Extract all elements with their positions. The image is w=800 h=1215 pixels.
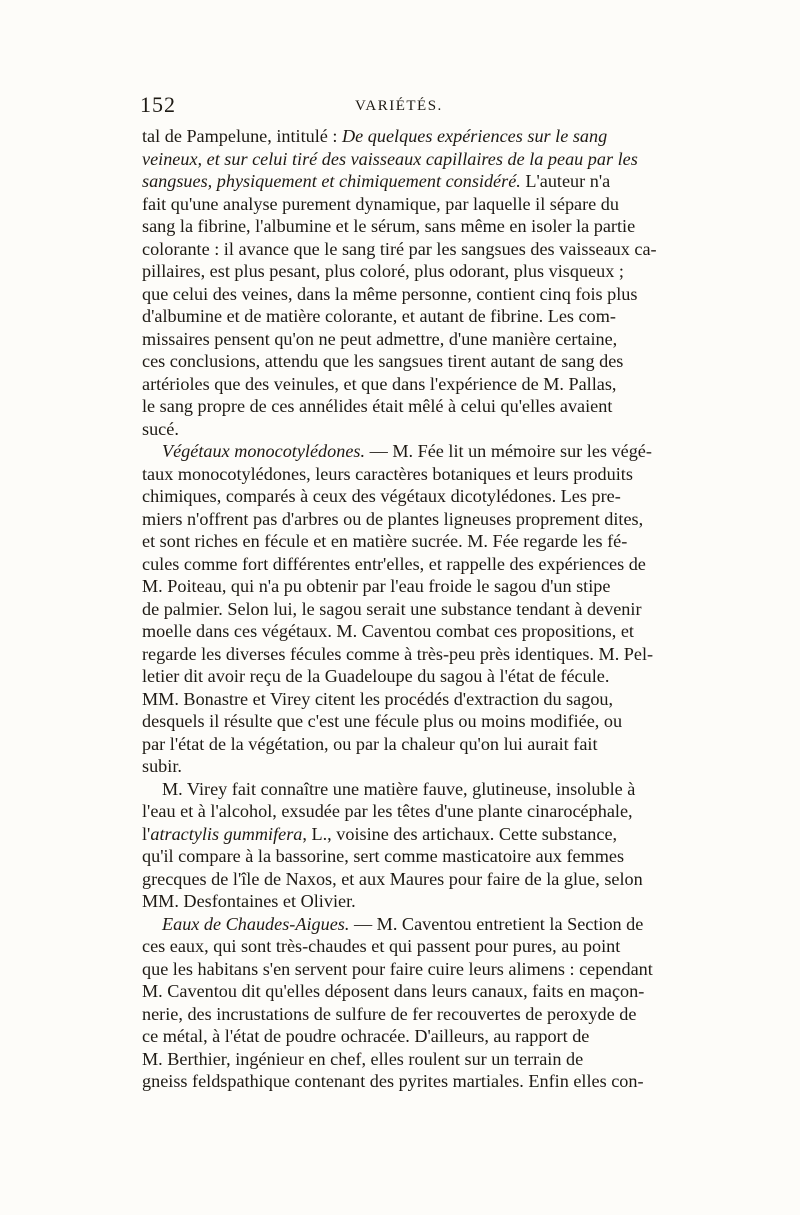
text-line	[142, 328, 660, 351]
text-run: fait qu'une analyse purement dynamique, par laquelle il sépare du	[142, 193, 619, 214]
text-run: miers n'offrent pas d'arbres ou de plantes ligneuses proprement dites,	[142, 508, 644, 529]
text-run: que les habitans s'en servent pour faire cuire leurs alimens : cependant	[142, 958, 653, 979]
text-run: pillaires, est plus pesant, plus coloré, plus odorant, plus visqueux ;	[142, 261, 624, 281]
text-run: sucé.	[142, 418, 179, 439]
paragraph	[142, 913, 660, 1093]
text-line	[142, 530, 660, 553]
text-run: — M. Caventou entretient la Section de	[349, 913, 644, 934]
text-line	[142, 1003, 660, 1026]
text-run: — M. Fée lit un mémoire sur les végé-	[365, 441, 652, 461]
text-run: sang la fibrine, l'albumine et le sérum, sans même en isoler la partie	[142, 216, 636, 236]
text-line	[142, 620, 660, 643]
text-run: L'auteur n'a	[520, 171, 611, 191]
italic-run: De quelques expériences sur le sang	[342, 126, 608, 146]
text-line	[142, 935, 660, 958]
text-run: artérioles que des veinules, et que dans l'expérience de M. Pallas,	[142, 373, 617, 394]
text-run: taux monocotylédones, leurs caractères botaniques et leurs produits	[142, 463, 633, 484]
text-line	[142, 373, 660, 396]
text-line	[142, 575, 660, 598]
text-run: ces conclusions, attendu que les sangsues tirent autant de sang des	[142, 351, 624, 371]
text-line	[142, 890, 660, 913]
text-line	[142, 1070, 660, 1093]
text-line	[142, 598, 660, 621]
text-run: regarde les diverses fécules comme à très-peu près identiques. M. Pel-	[142, 643, 654, 664]
text-run: colorante : il avance que le sang tiré par les sangsues des vaisseaux ca-	[142, 238, 657, 259]
text-line	[142, 440, 660, 463]
text-run: M. Caventou dit qu'elles déposent dans leurs canaux, faits en maçon-	[142, 981, 645, 1001]
page-header	[140, 92, 660, 122]
text-run: nerie, des incrustations de sulfure de fer recouvertes de peroxyde de	[142, 1003, 637, 1024]
text-line	[142, 193, 660, 216]
paragraph	[142, 778, 660, 913]
text-line	[142, 733, 660, 756]
text-line	[142, 350, 660, 373]
paragraph	[142, 125, 660, 440]
text-run: d'albumine et de matière colorante, et autant de fibrine. Les com-	[142, 306, 616, 326]
text-run: chimiques, comparés à ceux des végétaux dicotylédones. Les pre-	[142, 486, 621, 506]
text-run: desquels il résulte que c'est une fécule plus ou moins modifiée, ou	[142, 711, 623, 731]
text-line	[142, 688, 660, 711]
text-run: et sont riches en fécule et en matière sucrée. M. Fée regarde les fé-	[142, 531, 628, 551]
paragraph	[142, 440, 660, 778]
text-run: , L., voisine des artichaux. Cette substance,	[302, 823, 618, 844]
text-run: moelle dans ces végétaux. M. Caventou combat ces propositions, et	[142, 621, 634, 641]
italic-run: Végétaux monocotylédones.	[162, 441, 366, 461]
text-line	[142, 485, 660, 508]
italic-run: veineux, et sur celui tiré des vaisseaux capillaires de la peau par les	[142, 148, 638, 169]
text-run: que celui des veines, dans la même personne, contient cinq fois plus	[142, 283, 638, 304]
text-run: missaires pensent qu'on ne peut admettre, d'une manière certaine,	[142, 328, 618, 349]
text-run: l'eau et à l'alcohol, exsudée par les têtes d'une plante cinarocéphale,	[142, 801, 633, 821]
text-line	[142, 980, 660, 1003]
text-run: letier dit avoir reçu de la Guadeloupe du sagou à l'état de fécule.	[142, 666, 610, 686]
running-head: VARIÉTÉS.	[355, 98, 443, 114]
text-line	[142, 283, 660, 306]
text-line	[142, 845, 660, 868]
text-line	[142, 800, 660, 823]
italic-run: Eaux de Chaudes-Aigues.	[162, 913, 350, 934]
text-run: de palmier. Selon lui, le sagou serait une substance tendant à devenir	[142, 598, 642, 619]
text-run: l'	[142, 823, 151, 844]
text-line	[142, 913, 660, 936]
text-run: gneiss feldspathique contenant des pyrites martiales. Enfin elles con-	[142, 1071, 644, 1091]
text-line	[142, 1048, 660, 1071]
text-line	[142, 1025, 660, 1048]
text-line	[142, 643, 660, 666]
text-line	[142, 260, 660, 283]
text-line	[142, 823, 660, 846]
text-run: qu'il compare à la bassorine, sert comme masticatoire aux femmes	[142, 846, 625, 866]
text-run: M. Poiteau, qui n'a pu obtenir par l'eau froide le sagou d'un stipe	[142, 576, 611, 596]
body-text	[142, 125, 660, 1093]
text-line	[142, 418, 660, 441]
text-line	[142, 395, 660, 418]
text-run: subir.	[142, 756, 182, 776]
text-line	[142, 238, 660, 261]
text-run: M. Berthier, ingénieur en chef, elles roulent sur un terrain de	[142, 1048, 584, 1069]
text-line	[142, 125, 660, 148]
text-run: ce métal, à l'état de poudre ochracée. D'ailleurs, au rapport de	[142, 1026, 590, 1046]
text-run: cules comme fort différentes entr'elles, et rappelle des expériences de	[142, 553, 646, 574]
text-line	[142, 665, 660, 688]
text-line	[142, 710, 660, 733]
text-line	[142, 958, 660, 981]
page-number: 152	[140, 92, 176, 117]
text-run: le sang propre de ces annélides était mêlé à celui qu'elles avaient	[142, 396, 613, 416]
text-line	[142, 508, 660, 531]
text-run: ces eaux, qui sont très-chaudes et qui passent pour pures, au point	[142, 936, 621, 956]
text-run: MM. Bonastre et Virey citent les procédés d'extraction du sagou,	[142, 688, 614, 709]
text-run: MM. Desfontaines et Olivier.	[142, 891, 356, 911]
text-line	[142, 305, 660, 328]
text-run: M. Virey fait connaître une matière fauve, glutineuse, insoluble à	[162, 778, 636, 799]
text-run: grecques de l'île de Naxos, et aux Maures pour faire de la glue, selon	[142, 868, 643, 889]
text-line	[142, 215, 660, 238]
text-line	[142, 463, 660, 486]
text-line	[142, 170, 660, 193]
text-run: tal de Pampelune, intitulé :	[142, 126, 343, 146]
text-line	[142, 868, 660, 891]
text-line	[142, 755, 660, 778]
text-run: par l'état de la végétation, ou par la chaleur qu'on lui aurait fait	[142, 733, 598, 754]
text-line	[142, 778, 660, 801]
text-line	[142, 553, 660, 576]
text-line	[142, 148, 660, 171]
italic-run: atractylis gummifera	[150, 823, 303, 844]
italic-run: sangsues, physiquement et chimiquement considéré.	[142, 171, 521, 191]
